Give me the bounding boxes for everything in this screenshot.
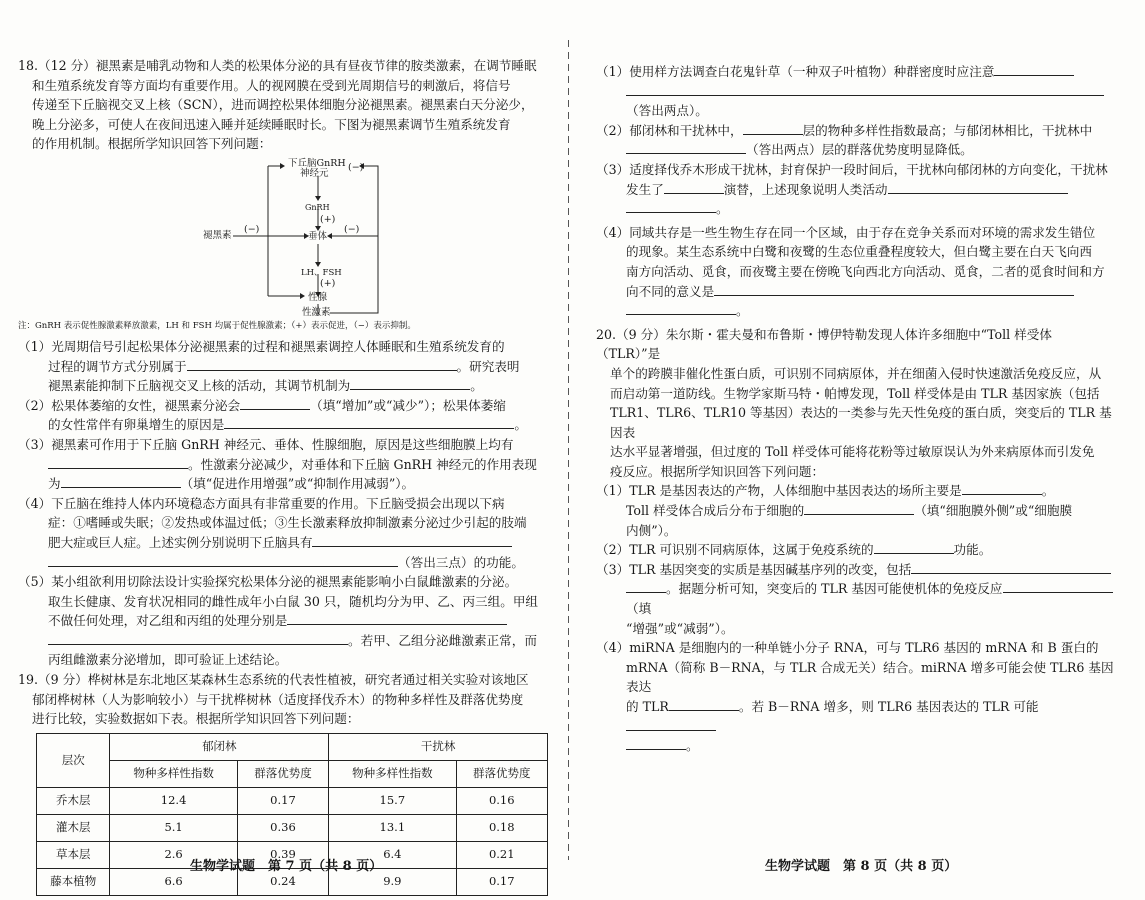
- label-plus-2: (+): [320, 277, 336, 289]
- q20-1-line3: 内侧”）。: [626, 522, 677, 538]
- diagram-note: 注：GnRH 表示促性腺激素释放激素，LH 和 FSH 均属于促性腺激素；（+）表示促进，（−）表示抑制。: [18, 320, 416, 331]
- q18-4-line1: （4）下丘脑在维持人体内环境稳态方面具有非常重要的作用。下丘脑受损会出现以下病: [18, 495, 505, 511]
- question-20: [596, 325, 1116, 756]
- table-cell: 9.9: [329, 868, 456, 895]
- q18-stem-3: 传递至下丘脑视交叉上核（SCN），进而调控松果体细胞分泌褪黑素。褪黑素白天分泌少，: [32, 97, 534, 113]
- q19-4-line1: （4）同域共存是一些生物生存在同一个区域，由于存在竞争关系而对环境的需求发生错位: [596, 224, 1096, 240]
- table-header-row: [37, 733, 548, 760]
- q18-4-line3: 肥大症或巨人症。上述实例分别说明下丘脑具有: [18, 533, 548, 553]
- footer-page-7: 生物学试题 第 7 页（共 8 页）: [190, 859, 383, 874]
- node-gonad: 性腺: [308, 291, 328, 303]
- table-row: [37, 814, 548, 841]
- page-7: [18, 56, 548, 896]
- node-melatonin: 褪黑素: [203, 229, 232, 241]
- q20-stem-3: 而启动第一道防线。生物学家斯马特・帕博发现，Toll 样受体是由 TLR 基因家族（包括: [610, 385, 1100, 401]
- table-cell: 0.36: [237, 814, 328, 841]
- q19-stem-1: 19.（9 分）桦树林是东北地区某森林生态系统的代表性植被，研究者通过相关实验对该地区: [18, 672, 529, 688]
- question-18: [18, 56, 548, 670]
- q18-4-line4: （答出三点）的功能。: [18, 553, 548, 573]
- table-cell: 0.17: [237, 787, 328, 814]
- table-cell: 12.4: [110, 787, 237, 814]
- q20-4-line1: （4）miRNA 是细胞内的一种单链小分子 RNA，可与 TLR6 基因的 mRNA 和 B 蛋白的: [596, 640, 1099, 656]
- q19-4-line2: 的现象。某生态系统中白鹭和夜鹭的生态位重叠程度较大，但白鹭主要在白天飞向西: [626, 244, 1092, 260]
- header-disturbed-forest: 干扰林: [329, 733, 548, 760]
- q20-3-line3: “增强”或“减弱”）。: [626, 620, 734, 636]
- q18-stem-2: 和生殖系统发育等方面均有重要作用。人的视网膜在受到光周期信号的刺激后，将信号: [32, 77, 511, 93]
- table-cell: 15.7: [329, 787, 456, 814]
- q18-5-line2: 取生长健康、发育状况相同的雌性成年小白鼠 30 只，随机均分为甲、乙、丙三组。甲组: [48, 593, 539, 609]
- q20-stem-1: 20.（9 分）朱尔斯・霍夫曼和布鲁斯・博伊特勒发现人体许多细胞中“Toll 样受体（TLR）”是: [596, 326, 1052, 362]
- table-cell: 乔木层: [37, 787, 110, 814]
- q19-2-line2: （答出两点）层的群落优势度明显降低。: [596, 140, 1116, 160]
- q20-4-line2: mRNA（简称 B－RNA，与 TLR 合成无关）结合。miRNA 增多可能会使 TLR6 基因表达: [626, 659, 1114, 695]
- table-cell: 藤本植物: [37, 868, 110, 895]
- q19-3-line2: 发生了 演替，上述现象说明人类活动: [596, 180, 1116, 200]
- q20-stem-2: 单个的跨膜非催化性蛋白质，可识别不同病原体，并在细菌入侵时快速激活免疫反应，从: [610, 365, 1102, 381]
- header-diversity-2: 物种多样性指数: [329, 760, 456, 787]
- header-diversity-1: 物种多样性指数: [110, 760, 237, 787]
- q18-stem-1: 18.（12 分）褪黑素是哺乳动物和人类的松果体分泌的具有昼夜节律的胺类激素，在调节睡眠: [18, 58, 537, 73]
- q18-5-line3: 不做任何处理，对乙组和丙组的处理分别是: [18, 611, 548, 631]
- page-divider: [568, 40, 569, 860]
- table-cell: 0.16: [456, 787, 547, 814]
- header-dominance-2: 群落优势度: [456, 760, 547, 787]
- node-lh-fsh: LH、FSH: [301, 267, 342, 278]
- table-cell: 0.21: [456, 841, 547, 868]
- q19-1-line2: [596, 82, 1116, 102]
- q19-4-line4: 向不同的意义是: [596, 282, 1116, 302]
- table-cell: 0.39: [237, 841, 328, 868]
- node-pituitary: 垂体: [308, 230, 328, 242]
- diagram-arrows: [18, 158, 548, 318]
- label-plus-1: (+): [320, 213, 336, 225]
- table-cell: 0.17: [456, 868, 547, 895]
- table-row: [37, 787, 548, 814]
- q19-1-line1: （1）使用样方法调查白花鬼针草（一种双子叶植物）种群密度时应注意: [596, 62, 1116, 82]
- table-cell: 13.1: [329, 814, 456, 841]
- node-hypothalamus-gnrh: 下丘脑GnRH: [288, 157, 346, 169]
- q18-5-line4: 。若甲、乙组分泌雌激素正常，而: [18, 631, 548, 651]
- q20-stem-5: 达水平显著增强，但过度的 Toll 样受体可能将花粉等过敏原误认为外来病原体而引发免: [610, 444, 1095, 460]
- question-19-continued: [596, 62, 1116, 321]
- table-cell: 6.6: [110, 868, 237, 895]
- q19-1-line3: （答出两点）。: [626, 103, 708, 119]
- q18-1-line2: 过程的调节方式分别属于 。研究表明: [48, 358, 520, 374]
- q18-2-line2: 的女性常伴有卵巢增生的原因是 。: [48, 417, 527, 433]
- q19-3-line1: （3）适度择伐乔木形成干扰林，封育保护一段时间后，干扰林向郁闭林的方向变化，干扰林: [596, 161, 1108, 177]
- q18-5-line1: （5）某小组欲利用切除法设计实验探究松果体分泌的褪黑素能影响小白鼠雌激素的分泌。: [18, 574, 518, 590]
- table-subheader-row: [37, 760, 548, 787]
- header-dominance-1: 群落优势度: [237, 760, 328, 787]
- header-layer: 层次: [37, 733, 110, 787]
- table-cell: 2.6: [110, 841, 237, 868]
- node-gnrh: GnRH: [305, 202, 330, 212]
- label-minus-2: (−): [344, 223, 360, 235]
- table-cell: 5.1: [110, 814, 237, 841]
- footer-page-8: 生物学试题 第 8 页（共 8 页）: [765, 859, 958, 874]
- q18-stem-5: 的作用机制。根据所学知识回答下列问题：: [32, 136, 272, 152]
- q19-stem-2: 郁闭桦树林（人为影响较小）与干扰桦树林（适度择伐乔木）的物种多样性及群落优势度: [32, 691, 524, 707]
- header-closed-forest: 郁闭林: [110, 733, 329, 760]
- q20-2-line1: （2）TLR 可识别不同病原体，这属于免疫系统的 功能。: [596, 542, 992, 558]
- table-cell: 0.18: [456, 814, 547, 841]
- q20-4-line3: 的 TLR 。若 B－RNA 增多，则 TLR6 基因表达的 TLR 可能: [596, 697, 1116, 736]
- label-minus-3: (−): [348, 161, 364, 173]
- q19-4-line5: 。: [596, 301, 1116, 321]
- q18-stem-4: 晚上分泌多，可使人在夜间迅速入睡并延续睡眠时长。下图为褪黑素调节生殖系统发育: [32, 116, 511, 132]
- table-cell: 灌木层: [37, 814, 110, 841]
- q20-stem-6: 疫反应。根据所学知识回答下列问题：: [610, 463, 825, 479]
- q18-4-line2: 症：①嗜睡或失眠；②发热或体温过低；③生长激素释放抑制激素分泌过少引起的肢端: [48, 515, 527, 531]
- table-cell: 草本层: [37, 841, 110, 868]
- melatonin-regulation-diagram: [18, 158, 548, 318]
- label-minus-1: (−): [244, 223, 260, 235]
- q18-1-line1: （1）光周期信号引起松果体分泌褪黑素的过程和褪黑素调控人体睡眠和生殖系统发育的: [18, 338, 505, 354]
- page-8: [596, 62, 1116, 756]
- q20-4-line4: 。: [596, 736, 1116, 756]
- q19-3-line3: 。: [596, 199, 1116, 219]
- node-neuron: 神经元: [300, 167, 329, 179]
- q20-3-line1: （3）TLR 基因突变的实质是基因碱基序列的改变，包括: [596, 560, 1116, 580]
- q19-2-line1: （2）郁闭林和干扰林中， 层的物种多样性指数最高；与郁闭林相比，干扰林中: [596, 122, 1093, 138]
- q18-3-line3: 为 （填“促进作用增强”或“抑制作用减弱”）。: [48, 476, 415, 492]
- table-cell: 6.4: [329, 841, 456, 868]
- q19-stem-3: 进行比较，实验数据如下表。根据所学知识回答下列问题：: [32, 711, 360, 727]
- q19-4-line3: 南方向活动、觅食，而夜鹭主要在傍晚飞向西北方向活动、觅食，二者的觅食时间和方: [626, 263, 1105, 279]
- q18-1-line3: 褪黑素能抑制下丘脑视交叉上核的活动，其调节机制为 。: [48, 378, 483, 394]
- q18-5-line5: 丙组雌激素分泌增加，即可验证上述结论。: [48, 652, 288, 668]
- node-sex-hormone: 性激素: [302, 306, 331, 318]
- table-cell: 0.24: [237, 868, 328, 895]
- q18-2-line1: （2）松果体萎缩的女性，褪黑素分泌会 （填“增加”或“减少”）；松果体萎缩: [18, 397, 506, 413]
- q18-3-line1: （3）褪黑素可作用于下丘脑 GnRH 神经元、垂体、性腺细胞，原因是这些细胞膜上均有: [18, 436, 514, 452]
- q20-3-line2: 。据题分析可知，突变后的 TLR 基因可能使机体的免疫反应（填: [596, 579, 1116, 618]
- q18-3-line2: 。性激素分泌减少，对垂体和下丘脑 GnRH 神经元的作用表现: [18, 455, 548, 475]
- q20-stem-4: TLR1、TLR6、TLR10 等基因）表达的一类参与先天性免疫的蛋白质，突变后的 TLR 基因表: [610, 405, 1112, 440]
- q20-1-line2: Toll 样受体合成后分布于细胞的 （填“细胞膜外侧”或“细胞膜: [626, 503, 1073, 519]
- q20-1-line1: （1）TLR 是基因表达的产物，人体细胞中基因表达的场所主要是 。: [596, 483, 1055, 499]
